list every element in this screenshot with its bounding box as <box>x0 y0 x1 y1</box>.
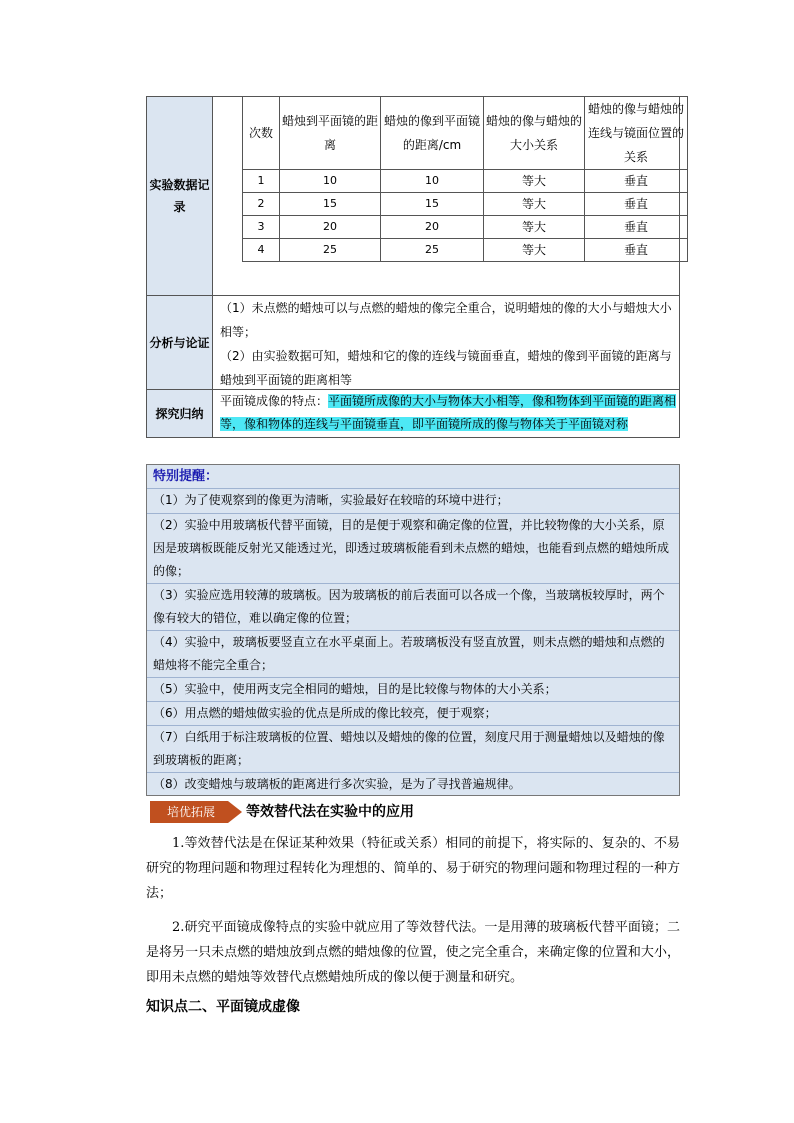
summary-text <box>220 390 678 436</box>
reminder-title: 特别提醒： <box>153 469 219 484</box>
cell-line-relation: 垂直 <box>585 170 688 193</box>
header-count: 次数 <box>243 97 280 170</box>
cell-candle-distance: 25 <box>280 239 381 262</box>
summary-highlight: 平面镜所成像的大小与物体大小相等，像和物体到平面镜的距离相等，像和物体的连线与平面镜垂直，即平面镜所成的像与物体关于平面镜对称 <box>220 394 677 431</box>
header-image-distance: 蜡烛的像到平面镜的距离/cm <box>381 97 484 170</box>
analysis-text <box>220 296 678 392</box>
table-row <box>243 193 688 216</box>
cell-candle-distance: 20 <box>280 216 381 239</box>
analysis-item: （2）由实验数据可知，蜡烛和它的像的连线与镜面垂直，蜡烛的像到平面镜的距离与蜡烛到平面镜的距离相等 <box>220 349 672 387</box>
extension-heading: 等效替代法在实验中的应用 <box>246 804 414 820</box>
reminder-item: （7）白纸用于标注玻璃板的位置、蜡烛以及蜡烛的像的位置，刻度尺用于测量蜡烛以及蜡烛的像到玻璃板的距离； <box>153 730 665 767</box>
cell-line-relation: 垂直 <box>585 193 688 216</box>
knowledge-point-title: 知识点二、平面镜成虚像 <box>146 999 300 1015</box>
paragraph: 1.等效替代法是在保证某种效果（特征或关系）相同的前提下，将实际的、复杂的、不易研究的物理问题和物理过程转化为理想的、简单的、易于研究的物理问题和物理过程的一种方法； <box>146 836 680 901</box>
reminder-item: （1）为了使观察到的像更为清晰，实验最好在较暗的环境中进行； <box>153 493 509 507</box>
analysis-item: （1）未点燃的蜡烛可以与点燃的蜡烛的像完全重合，说明蜡烛的像的大小与蜡烛大小相等； <box>220 301 672 339</box>
cell-image-distance: 25 <box>381 239 484 262</box>
header-size-relation: 蜡烛的像与蜡烛的大小关系 <box>484 97 585 170</box>
reminder-item: （5）实验中，使用两支完全相同的蜡烛，目的是比较像与物体的大小关系； <box>153 682 557 696</box>
cell-candle-distance: 10 <box>280 170 381 193</box>
cell-line-relation: 垂直 <box>585 216 688 239</box>
extension-tag <box>150 801 242 823</box>
cell-size-relation: 等大 <box>484 193 585 216</box>
reminder-item: （2）实验中用玻璃板代替平面镜，目的是便于观察和确定像的位置，并比较物像的大小关系，原因是玻璃板既能反射光又能透过光，即透过玻璃板能看到未点燃的蜡烛，也能看到点燃的蜡烛所成的像； <box>153 518 670 578</box>
cell-size-relation: 等大 <box>484 216 585 239</box>
cell-size-relation: 等大 <box>484 239 585 262</box>
cell-count: 1 <box>243 170 280 193</box>
table-row <box>243 170 688 193</box>
tag-arrow-icon <box>228 801 242 823</box>
summary-label: 探究归纳 <box>147 390 213 437</box>
header-line-relation: 蜡烛的像与蜡烛的连线与镜面位置的关系 <box>585 97 688 170</box>
data-table <box>242 96 688 262</box>
reminder-item: （6）用点燃的蜡烛做实验的优点是所成的像比较亮，便于观察； <box>153 706 497 720</box>
data-record-label: 实验数据记录 <box>147 97 213 295</box>
paragraph: 2.研究平面镜成像特点的实验中就应用了等效替代法。一是用薄的玻璃板代替平面镜；二是将另一只未点燃的蜡烛放到点燃的蜡烛像的位置，使之完全重合，来确定像的位置和大小，即用未点燃的蜡烛等效替代点燃蜡烛所成的像以便于测量和研究。 <box>146 920 680 985</box>
analysis-label: 分析与论证 <box>147 296 213 389</box>
cell-candle-distance: 15 <box>280 193 381 216</box>
cell-count: 4 <box>243 239 280 262</box>
cell-image-distance: 15 <box>381 193 484 216</box>
cell-image-distance: 10 <box>381 170 484 193</box>
cell-count: 2 <box>243 193 280 216</box>
cell-image-distance: 20 <box>381 216 484 239</box>
reminder-item: （8）改变蜡烛与玻璃板的距离进行多次实验，是为了寻找普遍规律。 <box>153 777 521 791</box>
reminder-item: （3）实验应选用较薄的玻璃板。因为玻璃板的前后表面可以各成一个像，当玻璃板较厚时，两个像有较大的错位，难以确定像的位置； <box>153 588 665 625</box>
cell-count: 3 <box>243 216 280 239</box>
data-table-header <box>243 97 688 170</box>
extension-tag-label: 培优拓展 <box>166 805 215 819</box>
cell-line-relation: 垂直 <box>585 239 688 262</box>
summary-prefix: 平面镜成像的特点： <box>220 394 329 408</box>
special-reminder-box <box>146 464 680 796</box>
cell-size-relation: 等大 <box>484 170 585 193</box>
reminder-item: （4）实验中，玻璃板要竖直立在水平桌面上。若玻璃板没有竖直放置，则未点燃的蜡烛和点燃的蜡烛将不能完全重合； <box>153 635 665 672</box>
header-candle-distance: 蜡烛到平面镜的距离 <box>280 97 381 170</box>
table-row <box>243 239 688 262</box>
table-row <box>243 216 688 239</box>
